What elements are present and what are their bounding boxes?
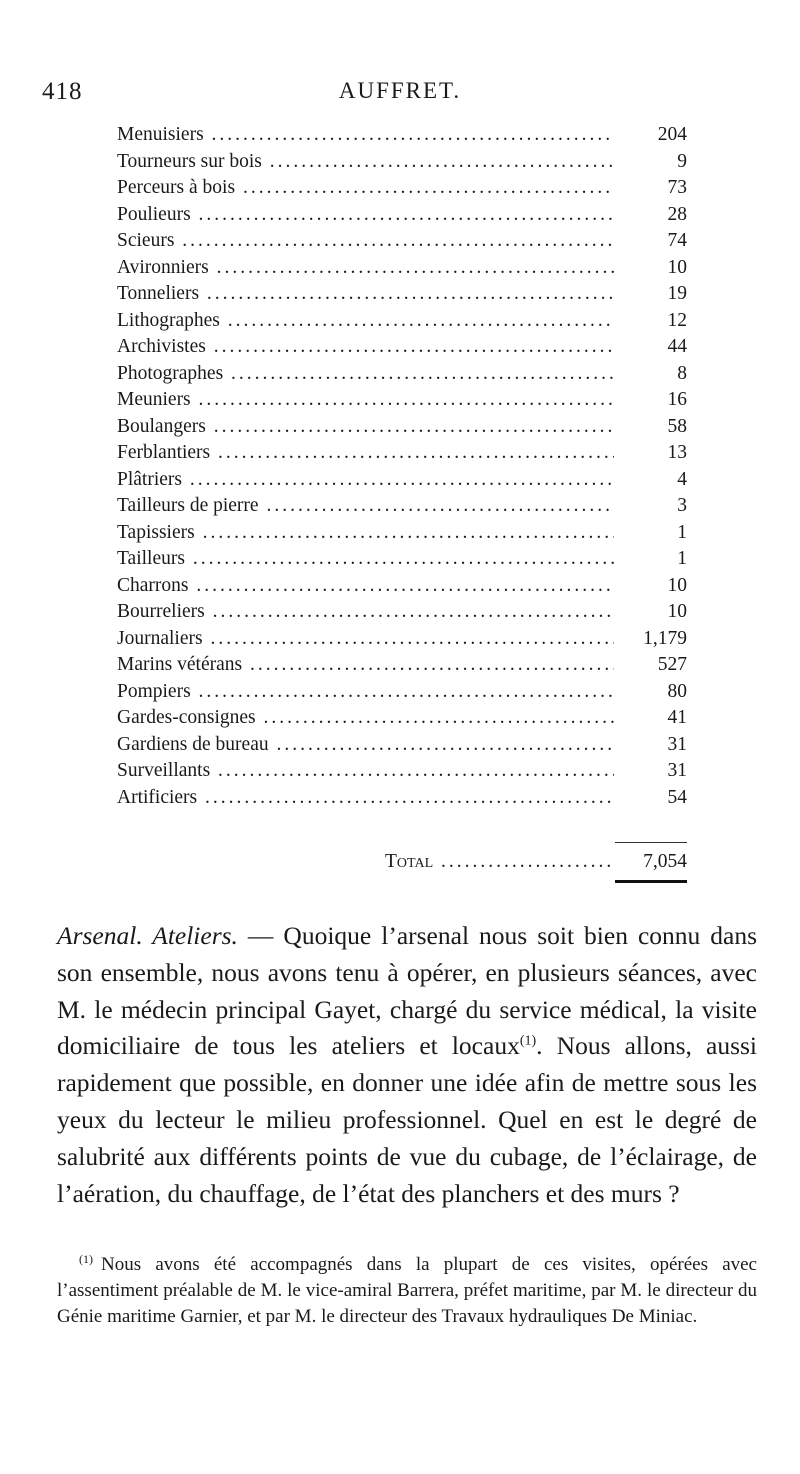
total-label: Total .....	[385, 847, 613, 877]
table-row	[117, 652, 687, 679]
occupation-label: Lithographes .....	[117, 308, 614, 335]
table-row	[117, 546, 687, 573]
occupation-label: Ferblantiers .....	[117, 440, 614, 467]
occupation-count: 9	[677, 150, 687, 172]
occupation-count: 28	[667, 203, 687, 225]
total-rule-top	[615, 842, 687, 843]
occupation-label: Boulangers .....	[117, 414, 614, 441]
occupation-label: Artificiers .....	[117, 785, 614, 812]
occupation-label: Journaliers .....	[117, 626, 614, 653]
occupation-count: 10	[667, 601, 687, 622]
occupation-count: 19	[667, 283, 687, 304]
footnote-text: Nous avons été accompagnés dans la plupart de ces visites, opérées avec l’assentiment préalable de M. le vice-amiral Barrera, préfet maritime, par M. le directeur du Génie maritime Garnier, et par M. le directeur des Travaux hydrauliques De Miniac.	[57, 1254, 757, 1327]
occupation-count: 41	[667, 707, 687, 728]
paragraph-text-continued: . Nous allons, aussi rapidement que possible, en donner une idée afin de mettre sous les yeux du lecteur le milieu professionnel. Quel en est le degré de salubrité aux différents points de vue du cubage, de l’éclairage, de l’aération, du chauffage, de l’état des planchers et des murs ?	[57, 1031, 758, 1208]
occupation-label: Surveillants .....	[117, 758, 614, 785]
occupation-label: Bourreliers .....	[117, 599, 614, 626]
occupation-count: 8	[677, 362, 687, 384]
table-row	[117, 732, 687, 759]
table-row	[117, 573, 687, 600]
table-row	[117, 440, 687, 467]
occupation-label: Charrons .....	[117, 573, 614, 600]
occupation-label: Plâtriers .....	[117, 467, 614, 494]
occupation-label: Gardiens de bureau .....	[117, 732, 614, 759]
occupation-count: 80	[667, 680, 687, 702]
occupation-count: 1	[677, 548, 687, 569]
occupation-label: Archivistes .....	[117, 334, 614, 361]
table-row	[117, 467, 687, 494]
table-row	[117, 149, 687, 176]
occupation-label: Tailleurs .....	[117, 546, 614, 573]
occupation-count: 44	[667, 336, 687, 357]
occupation-label: Menuisiers .....	[117, 122, 614, 149]
occupation-count: 74	[667, 230, 687, 251]
table-row	[117, 175, 687, 202]
table-row	[117, 758, 687, 785]
occupation-label: Avironniers .....	[117, 255, 614, 282]
footnote	[57, 1252, 757, 1330]
table-row	[117, 255, 687, 282]
occupation-label: Perceurs à bois .....	[117, 175, 614, 202]
occupation-count: 73	[667, 177, 687, 198]
occupation-label: Pompiers .....	[117, 679, 614, 706]
occupation-count: 16	[667, 389, 687, 410]
occupation-label: Scieurs .....	[117, 228, 614, 255]
table-row	[117, 626, 687, 653]
occupation-count: 4	[677, 468, 687, 490]
page-number: 418	[42, 78, 83, 105]
occupation-count: 12	[667, 309, 687, 331]
occupation-label: Gardes-consignes .....	[117, 705, 614, 732]
table-row	[117, 520, 687, 547]
occupation-count: 10	[667, 574, 687, 596]
table-row	[117, 334, 687, 361]
occupation-count: 54	[667, 786, 687, 808]
occupation-label: Photographes .....	[117, 361, 614, 388]
occupation-count: 31	[667, 733, 687, 755]
occupation-label: Tonneliers .....	[117, 281, 614, 308]
occupation-count: 13	[667, 442, 687, 463]
table-row	[117, 281, 687, 308]
occupation-count: 527	[657, 654, 687, 675]
occupation-label: Tapissiers .....	[117, 520, 614, 547]
occupation-label: Tailleurs de pierre .....	[117, 493, 614, 520]
occupation-label: Marins vétérans .....	[117, 652, 614, 679]
paragraph-text: — Quoique l’arsenal nous soit bien connu dans son ensemble, nous avons tenu à opérer, en plusieurs séances, avec M. le médecin principal Gayet, chargé du service médical, la visite domiciliaire de tous les ateliers et locaux	[57, 921, 758, 1061]
total-value: 7,054	[643, 851, 687, 872]
table-row	[117, 599, 687, 626]
occupation-count: 31	[667, 760, 687, 781]
occupation-label: Poulieurs .....	[117, 202, 614, 229]
table-row	[117, 785, 687, 812]
body-paragraph	[57, 918, 757, 1212]
occupation-count: 204	[657, 124, 687, 145]
table-row	[117, 361, 687, 388]
footnote-reference: (1)	[519, 1033, 537, 1049]
occupation-count: 1	[677, 521, 687, 543]
running-title: AUFFRET.	[338, 78, 462, 103]
footnote-mark: (1)	[79, 1251, 93, 1266]
total-rule-bottom	[615, 880, 687, 883]
table-row	[117, 308, 687, 335]
occupation-count: 1,179	[643, 627, 687, 649]
occupation-label: Meuniers .....	[117, 387, 614, 414]
occupation-count: 3	[677, 495, 687, 516]
table-row	[117, 679, 687, 706]
table-row	[117, 387, 687, 414]
table-row	[117, 228, 687, 255]
table-row	[117, 705, 687, 732]
table-row	[117, 202, 687, 229]
occupation-count: 10	[667, 256, 687, 278]
total-row	[117, 847, 687, 877]
occupation-label: Tourneurs sur bois .....	[117, 149, 614, 176]
occupation-count: 58	[667, 415, 687, 437]
section-lead: Arsenal. Ateliers.	[57, 921, 238, 950]
occupation-table	[117, 122, 687, 811]
table-row	[117, 122, 687, 149]
table-row	[117, 414, 687, 441]
table-row	[117, 493, 687, 520]
